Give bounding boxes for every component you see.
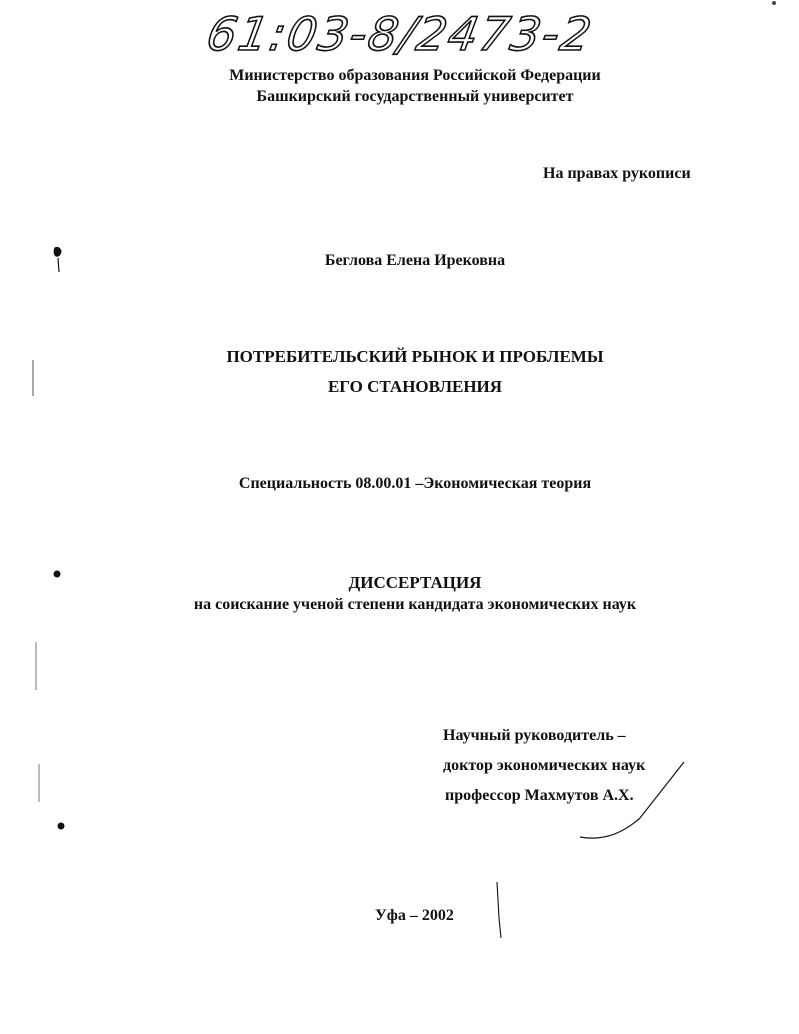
supervisor-line-3: профессор Махмутов А.Х. — [445, 787, 634, 804]
dissertation-title-line-2: ЕГО СТАНОВЛЕНИЯ — [327, 377, 503, 396]
city-year: Уфа – 2002 — [375, 907, 454, 924]
margin-dot-2 — [58, 823, 65, 830]
supervisor-line-2: доктор экономических наук — [443, 757, 646, 774]
archive-number-text: 61:03-8/2473-2 — [202, 7, 598, 61]
signature-tail — [497, 882, 501, 938]
author-name: Беглова Елена Ирековна — [324, 252, 506, 269]
supervisor-line-1: Научный руководитель – — [443, 727, 626, 744]
university-name: Башкирский государственный университет — [256, 88, 574, 105]
degree-line: на соискание ученой степени кандидата экономических наук — [193, 596, 637, 613]
specialty: Специальность 08.00.01 –Экономическая теория — [238, 475, 592, 492]
dissertation-title-line-1: ПОТРЕБИТЕЛЬСКИЙ РЫНОК И ПРОБЛЕМЫ — [226, 347, 604, 366]
work-type: ДИССЕРТАЦИЯ — [348, 573, 482, 592]
corner-dot — [772, 1, 776, 5]
handwritten-archive-number — [200, 0, 600, 62]
ministry-name: Министерство образования Российской Федерации — [229, 67, 601, 84]
manuscript-note: На правах рукописи — [543, 165, 691, 182]
